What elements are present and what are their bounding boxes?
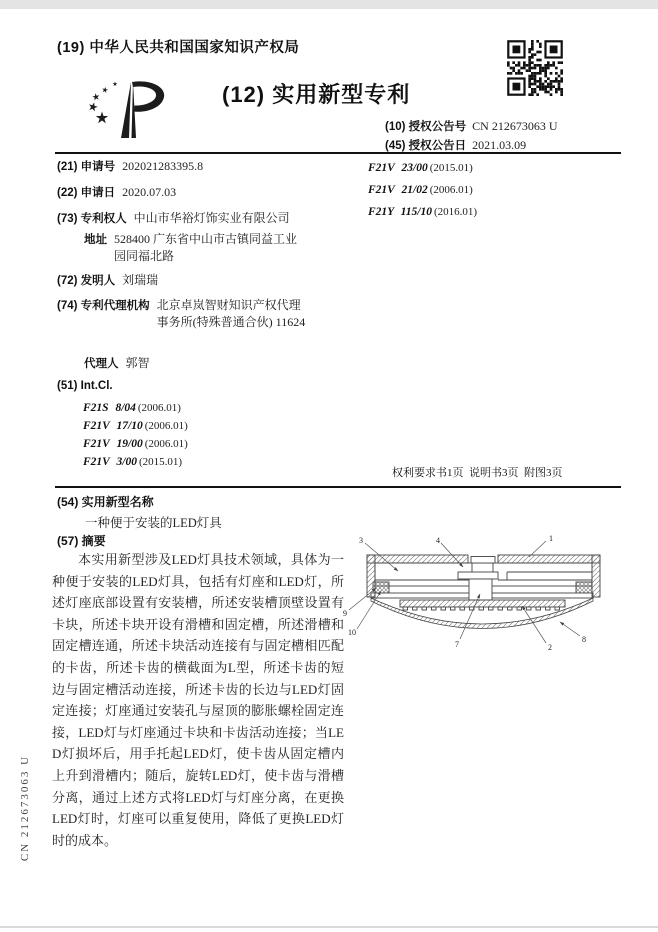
ipc-code-row bbox=[368, 180, 473, 198]
figure-label-1: 1 bbox=[549, 534, 553, 543]
title-section-label: (54) 实用新型名称 bbox=[57, 495, 154, 509]
application-number-row bbox=[57, 158, 203, 175]
ipc-version: (2016.01) bbox=[433, 206, 478, 218]
figure-label-9: 9 bbox=[343, 609, 347, 618]
ipc-code-row bbox=[368, 158, 473, 176]
issuing-office-title: (19) 中华人民共和国国家知识产权局 bbox=[57, 40, 300, 56]
figure-label-10: 10 bbox=[348, 628, 356, 637]
ipc-code: F21V 19/00 bbox=[83, 438, 143, 450]
cnipa-logo-icon bbox=[88, 80, 168, 142]
address-row bbox=[84, 231, 302, 265]
ipc-version: (2015.01) bbox=[138, 456, 183, 468]
figure-label-8: 8 bbox=[582, 635, 586, 644]
ipc-code: F21V 3/00 bbox=[83, 456, 137, 468]
agent-row bbox=[84, 355, 150, 372]
agency-row bbox=[57, 297, 309, 331]
inventor-value: 刘瑞瑞 bbox=[122, 273, 159, 287]
ipc-version: (2006.01) bbox=[137, 402, 181, 414]
header-divider bbox=[55, 152, 621, 154]
ipc-code-row bbox=[83, 434, 188, 452]
figure-label-4: 4 bbox=[436, 536, 440, 545]
filing-date-label: (22) 申请日 bbox=[57, 187, 116, 199]
figure-label-7: 7 bbox=[455, 640, 459, 649]
patent-figure bbox=[332, 528, 630, 680]
agent-value: 郭智 bbox=[125, 356, 150, 370]
ipc-version: (2006.01) bbox=[144, 438, 188, 450]
publication-number-value: CN 212673063 U bbox=[472, 119, 558, 133]
document-type-title: (12) 实用新型专利 bbox=[222, 82, 411, 107]
ipc-code: F21S 8/04 bbox=[83, 402, 136, 414]
ipc-code: F21V 21/02 bbox=[368, 184, 428, 196]
publication-date-value: 2021.03.09 bbox=[472, 138, 527, 152]
filing-date-row bbox=[57, 184, 176, 201]
ipc-code-row bbox=[368, 202, 477, 220]
ipc-version: (2015.01) bbox=[429, 162, 473, 174]
qr-code-icon bbox=[506, 40, 564, 96]
patentee-label: (73) 专利权人 bbox=[57, 213, 127, 225]
ipc-version: (2006.01) bbox=[144, 420, 188, 432]
agent-label: 代理人 bbox=[84, 358, 119, 370]
application-number-value: 202021283395.8 bbox=[122, 159, 204, 173]
ipc-code: F21Y 115/10 bbox=[368, 206, 432, 218]
patentee-row bbox=[57, 210, 290, 227]
agency-label: (74) 专利代理机构 bbox=[57, 300, 150, 312]
publication-number-label: (10) 授权公告号 bbox=[385, 121, 467, 133]
page-top-band bbox=[0, 0, 658, 9]
filing-date-value: 2020.07.03 bbox=[122, 185, 177, 199]
agency-value: 北京卓岚智财知识产权代理事务所(特殊普通合伙) 11624 bbox=[156, 298, 306, 329]
ipc-code-row bbox=[83, 416, 188, 434]
address-label: 地址 bbox=[84, 234, 107, 246]
ipc-code: F21V 17/10 bbox=[83, 420, 143, 432]
invention-title: 一种便于安装的LED灯具 bbox=[85, 516, 222, 530]
ipc-code-row bbox=[83, 452, 182, 470]
ipc-code: F21V 23/00 bbox=[368, 162, 428, 174]
publication-number-row bbox=[385, 118, 558, 134]
intcl-row bbox=[57, 380, 113, 392]
inventor-label: (72) 发明人 bbox=[57, 275, 116, 287]
abstract-section-label: (57) 摘要 bbox=[57, 534, 106, 548]
side-publication-number: CN 212673063 U bbox=[19, 754, 31, 862]
section-divider bbox=[55, 486, 621, 488]
page-bottom-divider bbox=[0, 926, 658, 928]
patentee-value: 中山市华裕灯饰实业有限公司 bbox=[133, 211, 290, 225]
ipc-version: (2006.01) bbox=[429, 184, 473, 196]
ipc-code-row bbox=[83, 398, 181, 416]
pages-info: 权利要求书1页 说明书3页 附图3页 bbox=[392, 467, 563, 479]
figure-label-3: 3 bbox=[359, 536, 363, 545]
address-value: 528400 广东省中山市古镇同益工业园同福北路 bbox=[114, 232, 298, 263]
publication-date-label: (45) 授权公告日 bbox=[385, 140, 467, 152]
intcl-label: (51) Int.Cl. bbox=[57, 380, 113, 392]
inventor-row bbox=[57, 272, 158, 289]
abstract-text: 本实用新型涉及LED灯具技术领域，具体为一种便于安装的LED灯具，包括有灯座和LED灯，所述灯座底部设置有安装槽，所述安装槽顶壁设置有卡块，所述卡块开设有滑槽和固定槽，所述滑槽和固定槽连通，所述卡块活动连接有与固定槽相匹配的卡齿，所述卡齿的横截面为L型，所述卡齿的短边与固定槽活动连接，所述卡齿的长边与LED灯固定连接；灯座通过安装孔与屋顶的膨胀螺栓固定连接，LED灯与灯座通过卡块和卡齿活动连接；当LED灯损坏后，用手托起LED灯，使卡齿从固定槽内上升到滑槽内；随后，旋转LED灯，使卡齿与滑槽分离，通过上述方式将LED灯与灯座分离，在更换LED灯时，灯座可以重复使用，降低了更换LED灯时的成本。 bbox=[52, 552, 344, 848]
application-number-label: (21) 申请号 bbox=[57, 161, 116, 173]
publication-date-row bbox=[385, 137, 526, 153]
figure-label-2: 2 bbox=[548, 643, 552, 652]
